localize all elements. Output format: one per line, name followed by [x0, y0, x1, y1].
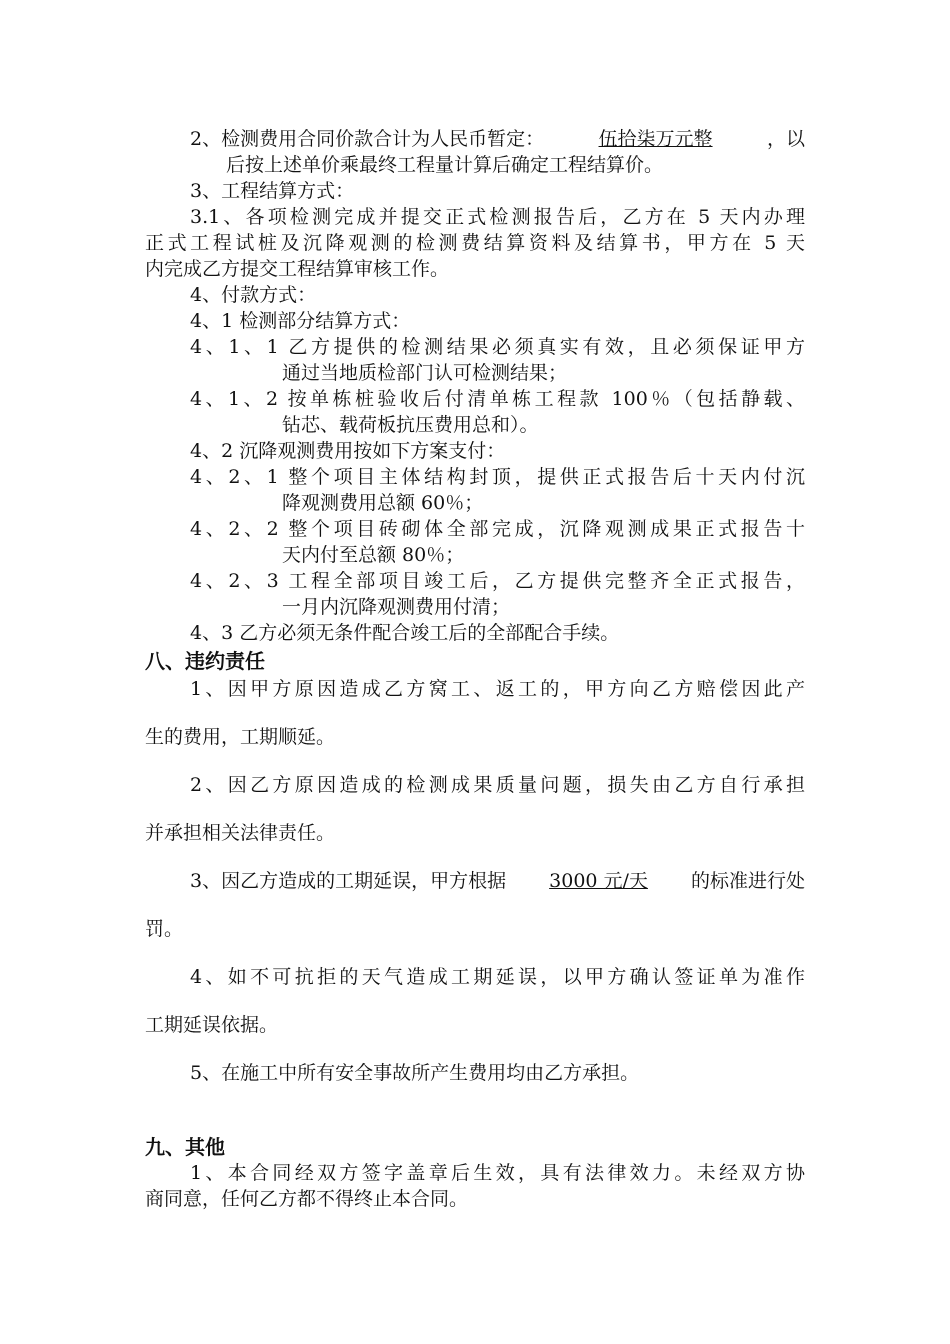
- item-4-2-2-line-2: 天内付至总额 80％；: [282, 544, 465, 566]
- section-9-paragraph-1: 1、本合同经双方签字盖章后生效，具有法律效力。未经双方协 商同意，任何乙方都不得终止本合同。: [145, 1162, 805, 1210]
- item-3-1-line-3: 内完成乙方提交工程结算审核工作。: [145, 258, 450, 280]
- item-4-2-3-line-1: 4、2、3 工程全部项目竣工后，乙方提供完整齐全正式报告，: [190, 570, 805, 592]
- item-4: 4、付款方式：: [190, 284, 317, 306]
- item-4-2-1-line-2: 降观测费用总额 60％；: [282, 492, 484, 514]
- section-8-paragraph-4: 4、如不可抗拒的天气造成工期延误，以甲方确认签证单为准作 工期延误依据。: [145, 966, 805, 1036]
- item-4-1-1-line-1: 4、1、1 乙方提供的检测结果必须真实有效，且必须保证甲方: [190, 336, 805, 358]
- item-4-2-2-line-1: 4、2、2 整个项目砖砌体全部完成，沉降观测成果正式报告十: [190, 518, 805, 540]
- section-9-heading: 九、其他: [145, 1135, 225, 1159]
- section-payment: [0, 126, 950, 646]
- contract-amount: 伍拾柒万元整: [598, 128, 713, 150]
- item-4-2-3-line-2: 一月内沉降观测费用付清；: [282, 596, 511, 618]
- item-3-1-line-2: 正式工程试桩及沉降观测的检测费结算资料及结算书，甲方在 5 天: [145, 232, 805, 254]
- item-2-suffix: ，以: [766, 128, 805, 150]
- item-4-1-1-line-2: 通过当地质检部门认可检测结果；: [282, 362, 568, 384]
- item-2-line-2: 后按上述单价乘最终工程量计算后确定工程结算价。: [226, 154, 664, 176]
- item-2-text: 2、检测费用合同价款合计为人民币暂定：: [190, 128, 545, 150]
- item-4-1-2-line-2: 钻芯、载荷板抗压费用总和）。: [282, 414, 539, 436]
- section-8-paragraph-5: 5、在施工中所有安全事故所产生费用均由乙方承担。: [190, 1062, 640, 1084]
- item-3: 3、工程结算方式：: [190, 180, 355, 202]
- item-2-line-1: [0, 126, 950, 152]
- item-4-3: 4、3 乙方必须无条件配合竣工后的全部配合手续。: [190, 622, 620, 644]
- section-8-paragraph-1: 1、因甲方原因造成乙方窝工、返工的，甲方向乙方赔偿因此产 生的费用，工期顺延。: [145, 678, 805, 748]
- item-4-2: 4、2 沉降观测费用按如下方案支付：: [190, 440, 506, 462]
- item-4-2-1-line-1: 4、2、1 整个项目主体结构封顶，提供正式报告后十天内付沉: [190, 466, 805, 488]
- item-4-1-2-line-1: 4、1、2 按单栋桩验收后付清单栋工程款 100％（包括静载、: [190, 388, 805, 410]
- item-3-1-line-1: 3.1、各项检测完成并提交正式检测报告后，乙方在 5 天内办理: [190, 206, 805, 228]
- item-4-1: 4、1 检测部分结算方式：: [190, 310, 411, 332]
- section-8-paragraph-2: 2、因乙方原因造成的检测成果质量问题，损失由乙方自行承担 并承担相关法律责任。: [145, 774, 805, 844]
- penalty-rate: 3000 元/天: [549, 870, 648, 892]
- section-8-heading: 八、违约责任: [145, 649, 265, 673]
- section-8-paragraph-3: 3、因乙方造成的工期延误，甲方根据 3000 元/天 的标准进行处 罚。: [145, 870, 805, 940]
